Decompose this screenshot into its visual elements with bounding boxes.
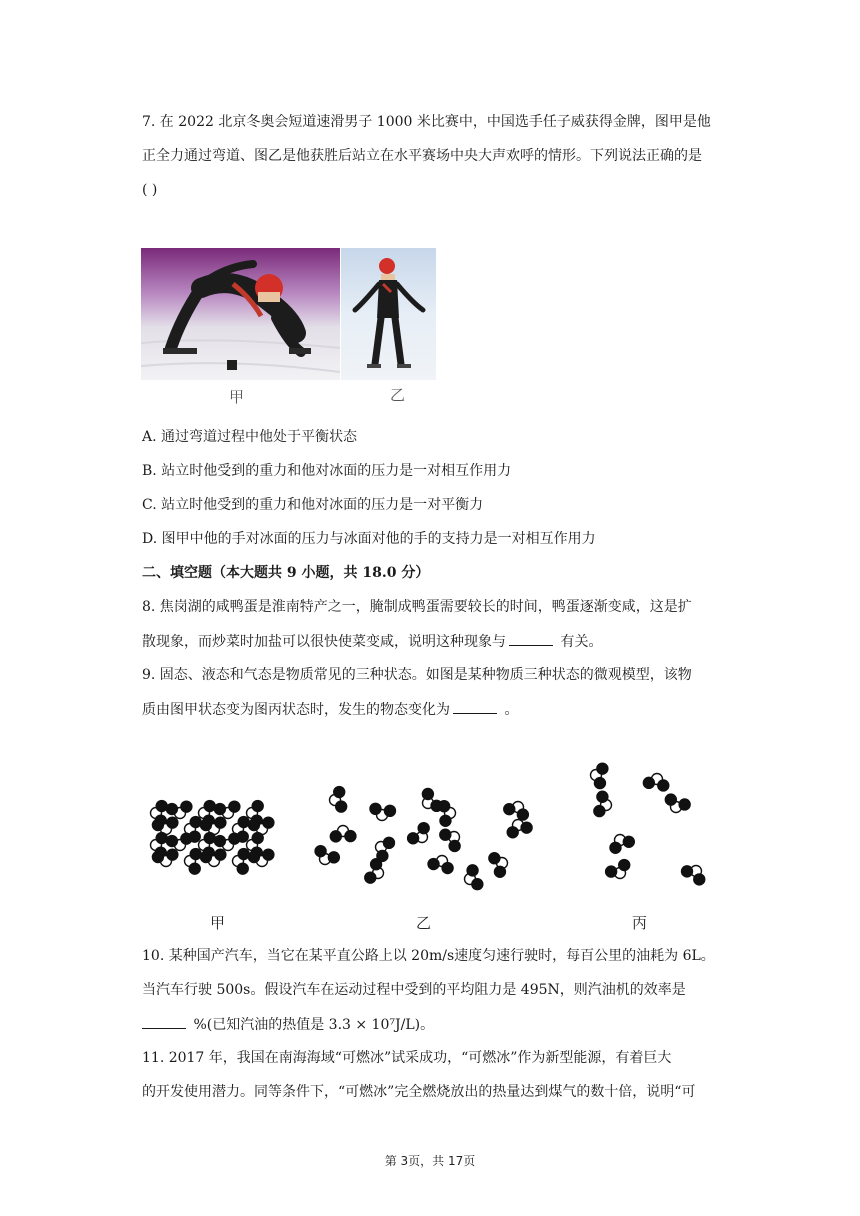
q7-option-d: D. 图甲中他的手对冰面的压力与冰面对他的手的支持力是一对相互作用力 xyxy=(142,531,596,547)
gas-molecules xyxy=(591,763,705,885)
molecule xyxy=(365,859,384,883)
molecule xyxy=(330,826,356,842)
molecule xyxy=(330,787,347,813)
q7-option-a: A. 通过弯道过程中他处于平衡状态 xyxy=(142,429,358,445)
q8-line-2-text: 散现象，而炒菜时加盐可以很快使菜变咸，说明这种现象与 xyxy=(142,634,506,650)
molecule xyxy=(504,802,529,821)
q11-line-1: 11. 2017 年，我国在南海海域“可燃冰”试采成功，“可燃冰”作为新型能源，有着巨大 xyxy=(142,1050,672,1066)
skater-curve-photo xyxy=(141,248,340,380)
caption-jia-solid: 甲 xyxy=(210,914,226,932)
molecule xyxy=(665,794,690,812)
molecule xyxy=(643,774,668,791)
caption-yi-liquid: 乙 xyxy=(416,914,432,932)
molecule xyxy=(440,829,460,851)
solid-molecules xyxy=(151,801,274,875)
molecule xyxy=(465,865,483,890)
molecule xyxy=(591,763,608,788)
molecule xyxy=(606,860,630,879)
molecule xyxy=(594,791,612,816)
q9-line-2-text: 质由图甲状态变为图丙状态时，发生的物态变化为 xyxy=(142,702,450,718)
molecule xyxy=(214,801,239,818)
molecule xyxy=(507,820,532,838)
q7-line-2: 正全力通过弯道、图乙是他获胜后站立在水平赛场中央大声欢呼的情形。下列说法正确的是 xyxy=(142,148,702,164)
molecule xyxy=(185,849,202,875)
molecule xyxy=(166,801,191,818)
skater-standing-photo xyxy=(341,248,436,380)
section-heading: 二、填空题（本大题共 9 小题，共 18.0 分） xyxy=(142,565,430,581)
molecule xyxy=(233,849,250,875)
molecule xyxy=(166,833,191,850)
molecule xyxy=(439,801,456,827)
molecule-model-diagram xyxy=(130,755,730,905)
q8-line-1: 8. 焦岗湖的咸鸭蛋是淮南特产之一，腌制成鸭蛋需要较长的时间，鸭蛋逐渐变咸，这是扩 xyxy=(142,599,692,615)
q10-answer-blank[interactable] xyxy=(142,1014,186,1029)
q10-line-3-text: %(已知汽油的热值是 3.3 × 10⁷J/L)。 xyxy=(189,1017,435,1033)
page-footer: 第 3页，共 17页 xyxy=(384,1154,476,1168)
molecule xyxy=(682,866,705,885)
molecule xyxy=(408,823,430,844)
molecule xyxy=(370,803,396,820)
molecule xyxy=(376,837,395,861)
q9-line-2-end: 。 xyxy=(500,702,519,718)
q7-line-1: 7. 在 2022 北京冬奥会短道速滑男子 1000 米比赛中，中国选手任子威获得金牌，图甲是他 xyxy=(142,114,711,130)
molecule xyxy=(214,833,239,850)
q8-line-2-end: 有关。 xyxy=(556,634,603,650)
q8-answer-blank[interactable] xyxy=(509,631,553,646)
molecule xyxy=(489,853,508,878)
q9-line-2 xyxy=(142,699,518,720)
q10-line-3 xyxy=(142,1014,434,1035)
q8-line-2 xyxy=(142,631,602,652)
caption-yi-photo: 乙 xyxy=(390,386,406,404)
q11-line-2: 的开发使用潜力。同等条件下，“可燃冰”完全燃烧放出的热量达到煤气的数十倍，说明“可 xyxy=(142,1084,696,1100)
q9-answer-blank[interactable] xyxy=(453,699,497,714)
caption-bing-gas: 丙 xyxy=(632,914,648,932)
q10-line-1: 10. 某种国产汽车，当它在某平直公路上以 20m/s速度匀速行驶时，每百公里的油耗为 6L。 xyxy=(142,948,715,964)
q7-option-c: C. 站立时他受到的重力和他对冰面的压力是一对平衡力 xyxy=(142,497,484,513)
liquid-molecules xyxy=(315,787,532,890)
caption-jia-photo: 甲 xyxy=(229,388,245,406)
molecule xyxy=(428,856,453,874)
q10-line-2: 当汽车行驶 500s。假设汽车在运动过程中受到的平均阻力是 495N，则汽油机的效率是 xyxy=(142,982,686,998)
q9-line-1: 9. 固态、液态和气态是物质常见的三种状态。如图是某种物质三种状态的微观模型，该物 xyxy=(142,667,692,683)
molecule xyxy=(315,846,339,865)
q7-line-3: ( ) xyxy=(142,182,158,198)
q7-option-b: B. 站立时他受到的重力和他对冰面的压力是一对相互作用力 xyxy=(142,463,512,479)
molecule xyxy=(610,835,634,854)
